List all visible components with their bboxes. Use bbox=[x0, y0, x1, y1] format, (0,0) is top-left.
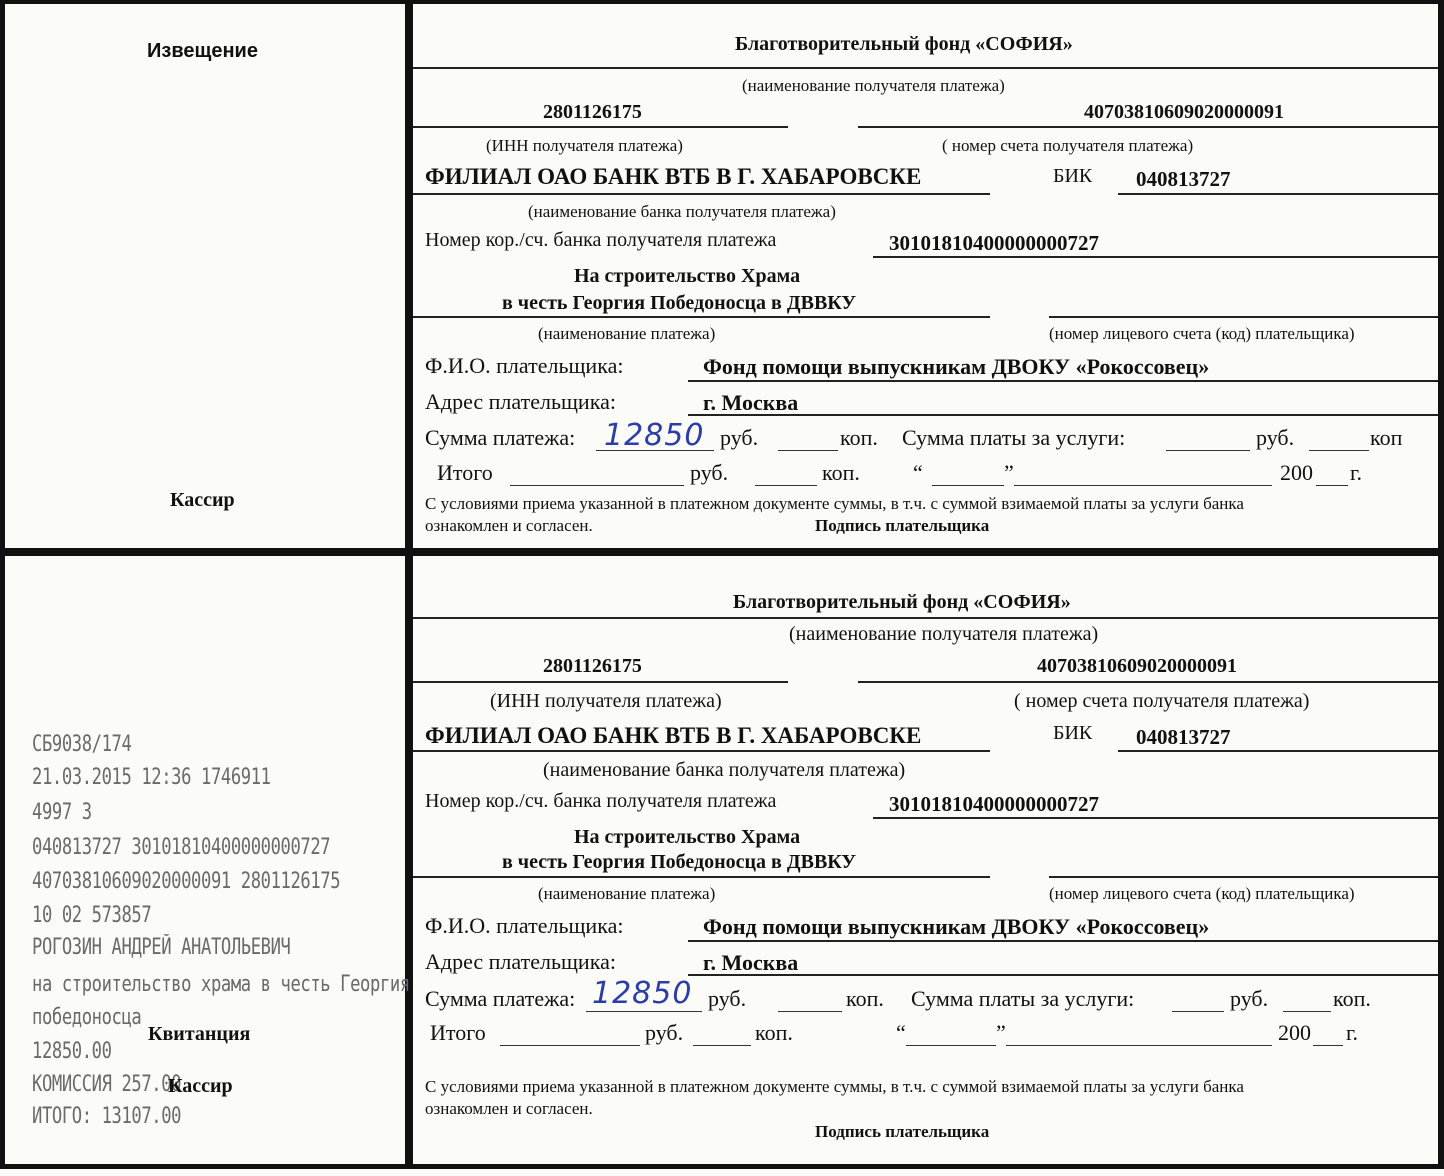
account-caption-2: ( номер счета получателя платежа) bbox=[1014, 690, 1310, 712]
date-day-underline bbox=[932, 485, 1004, 486]
total-label-2: Итого bbox=[430, 1020, 486, 1045]
fee-label: Сумма платы за услуги: bbox=[902, 425, 1126, 450]
frame-left bbox=[0, 0, 5, 1169]
bik-value: 040813727 bbox=[1136, 167, 1231, 191]
payer-line-2 bbox=[688, 940, 1438, 942]
date-quote-open-2: “ bbox=[896, 1020, 906, 1045]
stamp-line-11: КОМИССИЯ 257.00 bbox=[32, 1072, 182, 1097]
stamp-line-10: 12850.00 bbox=[32, 1039, 112, 1064]
bik-line bbox=[1118, 193, 1438, 195]
date-day-underline-2 bbox=[906, 1045, 996, 1046]
recipient-caption-2: (наименование получателя платежа) bbox=[789, 623, 1099, 645]
purpose-caption-2: (наименование платежа) bbox=[538, 884, 716, 903]
account-value: 40703810609020000091 bbox=[1084, 101, 1284, 123]
sum-rub-2: руб. bbox=[708, 986, 747, 1011]
account-caption: ( номер счета получателя платежа) bbox=[942, 136, 1194, 155]
payer-value: Фонд помощи выпускникам ДВОКУ «Рокоссовец» bbox=[703, 354, 1210, 379]
bank-name-2: ФИЛИАЛ ОАО БАНК ВТБ В Г. ХАБАРОВСКЕ bbox=[425, 723, 922, 748]
date-quote-open: “ bbox=[913, 460, 923, 485]
account-line bbox=[858, 126, 1438, 128]
divider-horizontal bbox=[0, 548, 1444, 556]
total-rub: руб. bbox=[690, 460, 729, 485]
corr-value-2: 30101810400000000727 bbox=[889, 792, 1099, 816]
total-underline bbox=[510, 485, 684, 486]
sum-underline-2 bbox=[586, 1011, 702, 1012]
sum-handwritten-2: 12850 bbox=[592, 976, 693, 1011]
bank-caption-2: (наименование банка получателя платежа) bbox=[543, 759, 906, 781]
frame-top bbox=[0, 0, 1444, 4]
corr-line bbox=[873, 256, 1438, 258]
payer-value-2: Фонд помощи выпускникам ДВОКУ «Рокоссовец» bbox=[703, 914, 1210, 939]
account-value-2: 40703810609020000091 bbox=[1037, 655, 1237, 677]
bik-value-2: 040813727 bbox=[1136, 725, 1231, 749]
fee-underline-2 bbox=[1172, 1011, 1224, 1012]
total-underline-2 bbox=[500, 1045, 640, 1046]
inn-value: 2801126175 bbox=[543, 101, 642, 123]
stamp-line-2: 21.03.2015 12:36 1746911 bbox=[32, 765, 271, 790]
sum-kop-underline bbox=[778, 450, 838, 451]
recipient-name: Благотворительный фонд «СОФИЯ» bbox=[735, 33, 1073, 55]
sum-kop: коп. bbox=[840, 425, 878, 450]
date-year-suffix-2: г. bbox=[1346, 1020, 1359, 1045]
payer-line bbox=[688, 380, 1438, 382]
date-year-2: 200 bbox=[1278, 1020, 1311, 1045]
payer-label: Ф.И.О. плательщика: bbox=[425, 353, 624, 378]
signature-label-2: Подпись плательщика bbox=[815, 1122, 990, 1141]
personal-caption: (номер лицевого счета (код) плательщика) bbox=[1049, 324, 1355, 343]
fee-kop: коп bbox=[1370, 425, 1403, 450]
receipt-cashier: Кассир bbox=[168, 1075, 233, 1097]
signature-label: Подпись плательщика bbox=[815, 516, 990, 535]
sum-kop-2: коп. bbox=[846, 986, 884, 1011]
purpose-line bbox=[413, 316, 990, 318]
notice-title: Извещение bbox=[147, 40, 258, 62]
stamp-line-4: 040813727 30101810400000000727 bbox=[32, 835, 331, 860]
date-quote-close: ” bbox=[1004, 460, 1014, 485]
total-kop-underline-2 bbox=[693, 1045, 751, 1046]
sum-underline bbox=[596, 450, 714, 451]
consent-line2-2: ознакомлен и согласен. bbox=[425, 1099, 593, 1118]
address-line-2 bbox=[688, 974, 1438, 976]
bik-label: БИК bbox=[1053, 165, 1093, 187]
date-quote-close-2: ” bbox=[996, 1020, 1006, 1045]
sum-kop-underline-2 bbox=[778, 1011, 842, 1012]
stamp-line-5: 40703810609020000091 2801126175 bbox=[32, 869, 341, 894]
address-label: Адрес плательщика: bbox=[425, 389, 616, 414]
fee-rub: руб. bbox=[1256, 425, 1295, 450]
stamp-line-1: СБ9038/174 bbox=[32, 732, 132, 757]
purpose-line-2 bbox=[413, 876, 990, 878]
corr-label: Номер кор./сч. банка получателя платежа bbox=[425, 229, 777, 251]
inn-caption-2: (ИНН получателя платежа) bbox=[490, 690, 722, 712]
purpose-line2-2: в честь Георгия Победоносца в ДВВКУ bbox=[502, 851, 857, 873]
stamp-line-7: РОГОЗИН АНДРЕЙ АНАТОЛЬЕВИЧ bbox=[32, 935, 291, 960]
address-label-2: Адрес плательщика: bbox=[425, 949, 616, 974]
address-line bbox=[688, 414, 1438, 416]
personal-line-2 bbox=[1049, 876, 1438, 878]
date-year-underline-2 bbox=[1313, 1045, 1343, 1046]
total-kop: коп. bbox=[822, 460, 860, 485]
purpose-line1-2: На строительство Храма bbox=[574, 826, 801, 848]
fee-kop-underline-2 bbox=[1283, 1011, 1331, 1012]
consent-line1-2: С условиями приема указанной в платежном документе суммы, в т.ч. с суммой взимаемой платы за услуги банка bbox=[425, 1077, 1244, 1096]
fee-kop-2: коп. bbox=[1333, 986, 1371, 1011]
address-value-2: г. Москва bbox=[703, 950, 799, 975]
total-label: Итого bbox=[437, 460, 493, 485]
bank-caption: (наименование банка получателя платежа) bbox=[528, 202, 836, 221]
corr-line-2 bbox=[873, 817, 1438, 819]
purpose-line2: в честь Георгия Победоносца в ДВВКУ bbox=[502, 292, 857, 314]
bik-label-2: БИК bbox=[1053, 722, 1093, 744]
frame-right bbox=[1438, 0, 1444, 1169]
frame-bottom bbox=[0, 1164, 1444, 1169]
stamp-line-6: 10 02 573857 bbox=[32, 903, 152, 928]
sum-label: Сумма платежа: bbox=[425, 425, 576, 450]
payer-label-2: Ф.И.О. плательщика: bbox=[425, 913, 624, 938]
sum-handwritten: 12850 bbox=[604, 418, 705, 453]
account-line-2 bbox=[858, 681, 1438, 683]
date-year: 200 bbox=[1280, 460, 1313, 485]
recipient-line-2 bbox=[413, 617, 1438, 619]
recipient-line bbox=[413, 67, 1438, 69]
stamp-line-3: 4997 3 bbox=[32, 800, 92, 825]
date-year-suffix: г. bbox=[1350, 460, 1363, 485]
date-month-underline bbox=[1014, 485, 1272, 486]
fee-label-2: Сумма платы за услуги: bbox=[911, 986, 1135, 1011]
date-year-underline bbox=[1316, 485, 1348, 486]
stamp-line-8: на строительство храма в честь Георгия bbox=[32, 972, 410, 997]
consent-line1: С условиями приема указанной в платежном документе суммы, в т.ч. с суммой взимаемой платы за услуги банка bbox=[425, 494, 1244, 513]
recipient-name-2: Благотворительный фонд «СОФИЯ» bbox=[733, 591, 1071, 613]
inn-caption: (ИНН получателя платежа) bbox=[486, 136, 683, 155]
total-rub-2: руб. bbox=[645, 1020, 684, 1045]
address-value: г. Москва bbox=[703, 390, 799, 415]
inn-line-2 bbox=[413, 681, 788, 683]
purpose-caption: (наименование платежа) bbox=[538, 324, 716, 343]
total-kop-2: коп. bbox=[755, 1020, 793, 1045]
sum-label-2: Сумма платежа: bbox=[425, 986, 576, 1011]
bank-name: ФИЛИАЛ ОАО БАНК ВТБ В Г. ХАБАРОВСКЕ bbox=[425, 164, 922, 189]
inn-value-2: 2801126175 bbox=[543, 655, 642, 677]
personal-line bbox=[1049, 316, 1438, 318]
bik-line-2 bbox=[1118, 750, 1438, 752]
purpose-line1: На строительство Храма bbox=[574, 265, 801, 287]
date-month-underline-2 bbox=[1006, 1045, 1272, 1046]
receipt-title: Квитанция bbox=[148, 1023, 251, 1045]
bank-line-2 bbox=[413, 750, 990, 752]
bank-line bbox=[413, 193, 990, 195]
fee-rub-2: руб. bbox=[1230, 986, 1269, 1011]
total-kop-underline bbox=[755, 485, 817, 486]
corr-label-2: Номер кор./сч. банка получателя платежа bbox=[425, 790, 777, 812]
inn-line bbox=[413, 126, 788, 128]
recipient-caption: (наименование получателя платежа) bbox=[742, 76, 1005, 95]
consent-line2: ознакомлен и согласен. bbox=[425, 516, 593, 535]
corr-value: 30101810400000000727 bbox=[889, 231, 1099, 255]
sum-rub: руб. bbox=[720, 425, 759, 450]
personal-caption-2: (номер лицевого счета (код) плательщика) bbox=[1049, 884, 1355, 903]
notice-cashier: Кассир bbox=[170, 489, 235, 511]
stamp-line-9: победоносца bbox=[32, 1005, 142, 1030]
fee-kop-underline bbox=[1309, 450, 1369, 451]
stamp-line-12: ИТОГО: 13107.00 bbox=[32, 1104, 182, 1129]
fee-underline bbox=[1166, 450, 1250, 451]
